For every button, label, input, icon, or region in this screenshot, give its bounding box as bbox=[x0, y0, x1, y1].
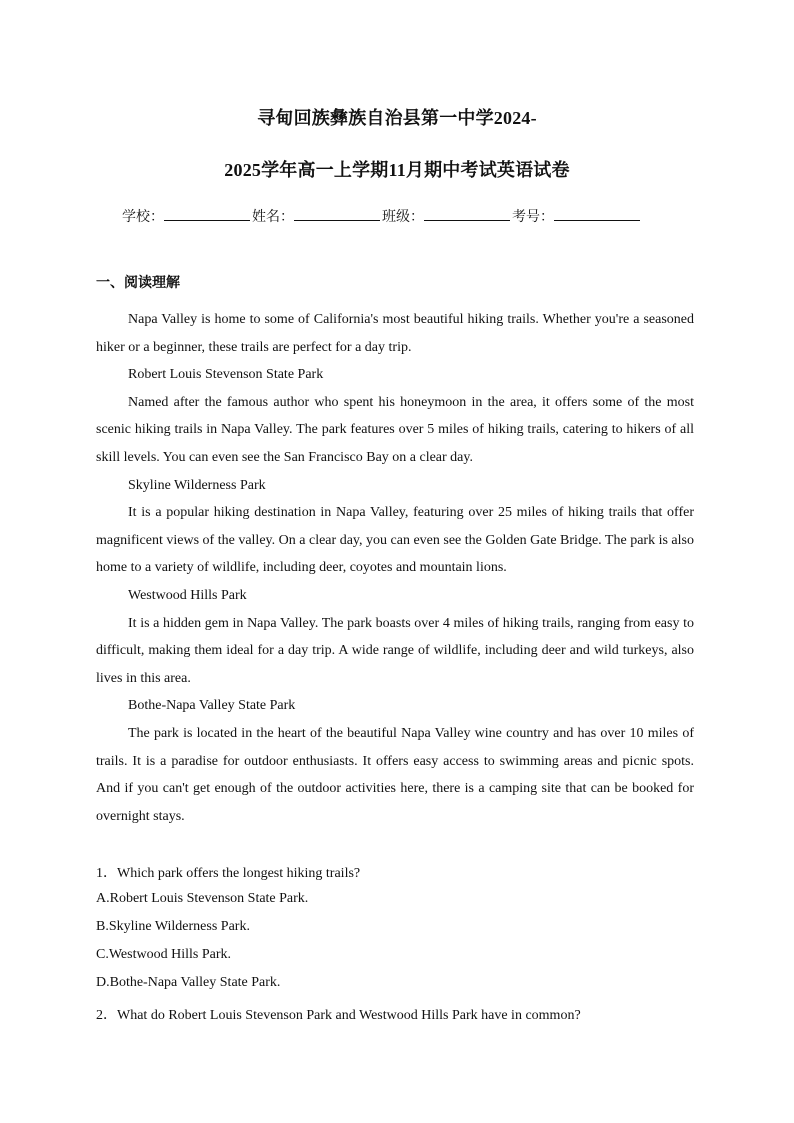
school-blank[interactable] bbox=[164, 206, 250, 221]
number-blank[interactable] bbox=[554, 206, 640, 221]
option-c[interactable]: C.Westwood Hills Park. bbox=[96, 947, 231, 962]
name-label: 姓名： bbox=[252, 209, 294, 225]
section-title: 一、阅读理解 bbox=[96, 275, 180, 291]
park-heading: Westwood Hills Park bbox=[128, 587, 247, 603]
reading-passage bbox=[96, 306, 694, 830]
option-a[interactable]: A.Robert Louis Stevenson State Park. bbox=[96, 891, 309, 906]
park-heading: Robert Louis Stevenson State Park bbox=[128, 367, 324, 383]
park-description: It is a popular hiking destination in Napa Valley, featuring over 25 miles of hiking trails that offer magnificent views of the valley. On a clear day, you can even see the Golden Gate Bridge. The park is also home to a variety of wildlife, including deer, coyotes and mountain lions. bbox=[96, 505, 694, 576]
park-description: Named after the famous author who spent his honeymoon in the area, it offers some of the most scenic hiking trails in Napa Valley. The park features over 5 miles of hiking trails, catering to hikers of all skill levels. You can even see the San Francisco Bay on a clear day. bbox=[96, 394, 694, 465]
park-heading: Bothe-Napa Valley State Park bbox=[128, 698, 296, 714]
exam-title-line2: 2025学年高一上学期11月期中考试英语试卷 bbox=[224, 160, 570, 180]
park-description: It is a hidden gem in Napa Valley. The park boasts over 4 miles of hiking trails, ranging from easy to difficult, making them ideal for a day trip. A wide range of wildlife, including deer and wild turkeys, also lives in this area. bbox=[96, 615, 694, 686]
name-blank[interactable] bbox=[294, 206, 380, 221]
class-label: 班级： bbox=[382, 209, 424, 225]
class-blank[interactable] bbox=[424, 206, 510, 221]
question-2: 2．What do Robert Louis Stevenson Park and Westwood Hills Park have in common? bbox=[96, 1008, 581, 1023]
park-heading: Skyline Wilderness Park bbox=[128, 477, 266, 493]
question-1: 1．Which park offers the longest hiking trails? bbox=[96, 866, 361, 881]
number-label: 考号： bbox=[512, 209, 554, 225]
option-b[interactable]: B.Skyline Wilderness Park. bbox=[96, 919, 250, 934]
exam-title-line1: 寻甸回族彝族自治县第一中学2024- bbox=[257, 108, 537, 128]
park-description: The park is located in the heart of the beautiful Napa Valley wine country and has over 10 miles of trails. It is a paradise for outdoor enthusiasts. It offers easy access to swimming areas and picnic spots. And if you can't get enough of the outdoor activities here, there is a camping site that can be booked for overnight stays. bbox=[96, 725, 694, 824]
passage-intro: Napa Valley is home to some of California's most beautiful hiking trails. Whether you're a seasoned hiker or a beginner, these trails are perfect for a day trip. bbox=[96, 312, 694, 355]
school-label: 学校： bbox=[122, 209, 164, 225]
option-d[interactable]: D.Bothe-Napa Valley State Park. bbox=[96, 975, 281, 990]
student-info-row bbox=[122, 206, 642, 226]
